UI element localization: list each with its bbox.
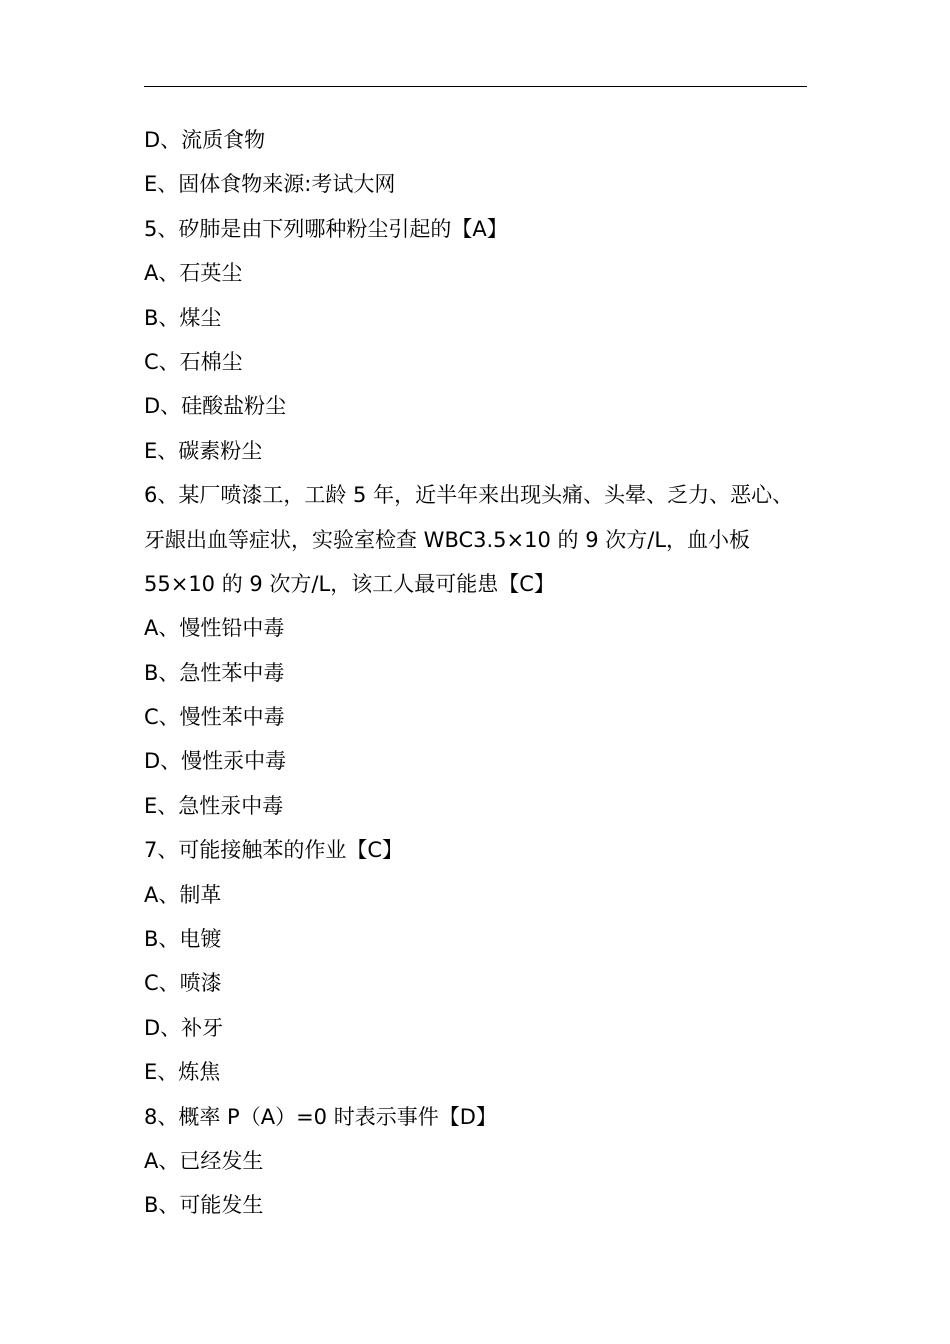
- option-d-liquid-food: D、流质食物: [144, 128, 266, 152]
- document-body: [144, 118, 824, 1228]
- q6-option-d: D、慢性汞中毒: [144, 749, 287, 774]
- q5-option-e: E、碳素粉尘: [144, 438, 263, 463]
- q7-option-e: E、炼焦: [144, 1060, 221, 1085]
- q8-option-b: B、可能发生: [144, 1193, 264, 1218]
- option-e-solid-food: E、固体食物来源:考试大网: [144, 172, 396, 197]
- q5-option-b: B、煤尘: [144, 305, 222, 330]
- q7-option-b: B、电镀: [144, 927, 222, 952]
- question-5: 5、矽肺是由下列哪种粉尘引起的【A】: [144, 216, 508, 241]
- question-8: 8、概率 P（A）=0 时表示事件【D】: [144, 1104, 497, 1129]
- q6-option-e: E、急性汞中毒: [144, 793, 284, 818]
- q5-option-c: C、石棉尘: [144, 349, 243, 374]
- q7-option-a: A、制革: [144, 882, 222, 907]
- q6-option-a: A、慢性铅中毒: [144, 616, 285, 641]
- q5-option-a: A、石英尘: [144, 261, 243, 286]
- question-6-line-3: 55×10 的 9 次方/L，该工人最可能患【C】: [144, 571, 555, 596]
- question-7: 7、可能接触苯的作业【C】: [144, 838, 404, 863]
- q5-option-d: D、硅酸盐粉尘: [144, 394, 287, 419]
- q7-option-c: C、喷漆: [144, 971, 222, 996]
- q6-option-b: B、急性苯中毒: [144, 660, 285, 685]
- question-6-line-1: 6、某厂喷漆工，工龄 5 年，近半年来出现头痛、头晕、乏力、恶心、: [144, 483, 794, 508]
- q6-option-c: C、慢性苯中毒: [144, 705, 285, 730]
- question-6-line-2: 牙龈出血等症状，实验室检查 WBC3.5×10 的 9 次方/L，血小板: [144, 527, 751, 552]
- q7-option-d: D、补牙: [144, 1015, 224, 1040]
- q8-option-a: A、已经发生: [144, 1148, 264, 1173]
- header-rule: [144, 86, 807, 87]
